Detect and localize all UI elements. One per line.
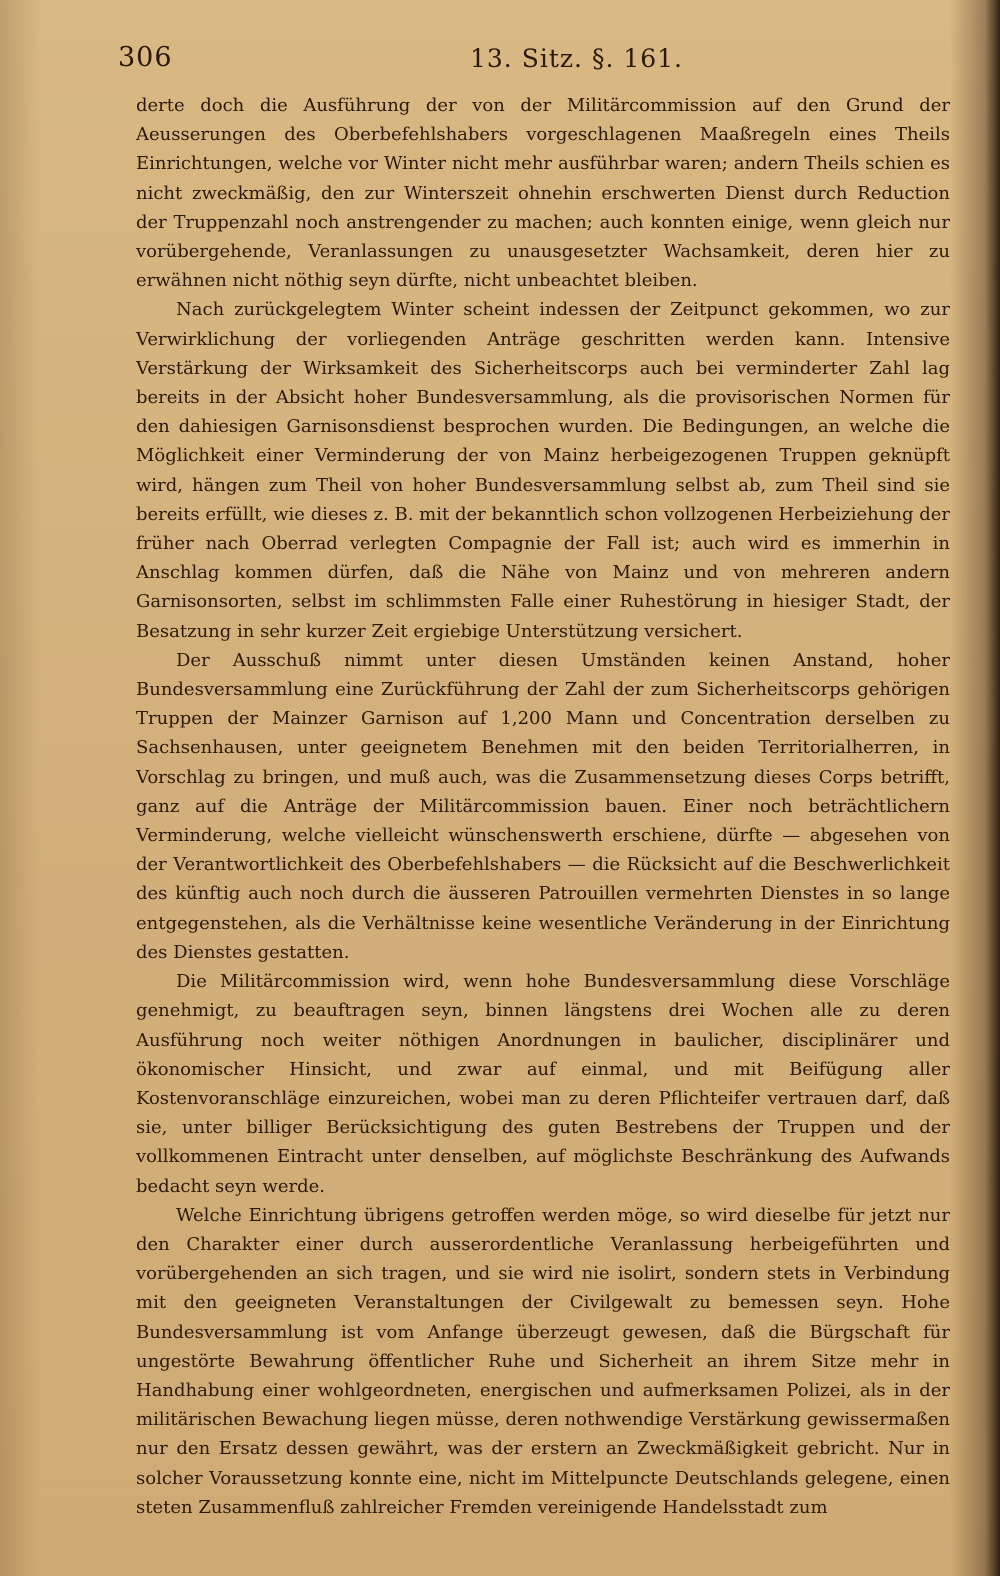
body-text: [136, 91, 950, 1522]
page-number: 306: [118, 42, 173, 73]
page-header: [0, 42, 1000, 82]
paragraph: Die Militärcommission wird, wenn hohe Bundesversammlung diese Vorschläge genehmigt, zu beauftragen seyn, binnen längstens drei Wochen alle zu deren Ausführung noch weiter nöthigen Anordnungen in baulicher, disciplinärer und ökonomischer Hinsicht, und zwar auf einmal, und mit Beifügung aller Kostenvoranschläge einzureichen, wobei man zu deren Pflichteifer vertrauen darf, daß sie, unter billiger Berücksichtigung des guten Bestrebens der Truppen und der vollkommenen Eintracht unter denselben, auf möglichste Beschränkung des Aufwands bedacht seyn werde.: [136, 971, 950, 1197]
running-head: 13. Sitz. §. 161.: [470, 44, 683, 73]
paragraph: Welche Einrichtung übrigens getroffen werden möge, so wird dieselbe für jetzt nur den Charakter einer durch ausserordentliche Veranlassung herbeigeführten und vorübergehenden an sich tragen, und sie wird nie isolirt, sondern stets in Verbindung mit den geeigneten Veranstaltungen der Civilgewalt zu bemessen seyn. Hohe Bundesversammlung ist vom Anfange überzeugt gewesen, daß die Bürgschaft für ungestörte Bewahrung öffentlicher Ruhe und Sicherheit an ihrem Sitze mehr in Handhabung einer wohlgeordneten, energischen und aufmerksamen Polizei, als in der militärischen Bewachung liegen müsse, deren nothwendige Verstärkung gewissermaßen nur den Ersatz dessen gewährt, was der erstern an Zweckmäßigkeit gebricht. Nur in solcher Voraussetzung konnte eine, nicht im Mittelpuncte Deutschlands gelegene, einen steten Zusammenfluß zahlreicher Fremden vereinigende Handelsstadt zum: [136, 1204, 950, 1518]
paragraph: Der Ausschuß nimmt unter diesen Umständen keinen Anstand, hoher Bundesversammlung eine Zurückführung der Zahl der zum Sicherheitscorps gehörigen Truppen der Mainzer Garnison auf 1,200 Mann und Concentration derselben zu Sachsenhausen, unter geeignetem Benehmen mit den beiden Territorialherren, in Vorschlag zu bringen, und muß auch, was die Zusammensetzung dieses Corps betrifft, ganz auf die Anträge der Militärcommission bauen. Einer noch beträchtlichern Verminderung, welche vielleicht wünschenswerth erschiene, dürfte — abgesehen von der Verantwortlichkeit des Oberbefehlshabers — die Rücksicht auf die Beschwerlichkeit des künftig auch noch durch die äusseren Patrouillen vermehrten Dienstes in so lange entgegenstehen, als die Verhältnisse keine wesentliche Veränderung in der Einrichtung des Dienstes gestatten.: [136, 649, 950, 963]
paragraph: derte doch die Ausführung der von der Militärcommission auf den Grund der Aeusserungen des Oberbefehlshabers vorgeschlagenen Maaßregeln eines Theils Einrichtungen, welche vor Winter nicht mehr ausführbar waren; andern Theils schien es nicht zweckmäßig, den zur Winterszeit ohnehin erschwerten Dienst durch Reduction der Truppenzahl noch anstrengender zu machen; auch konnten einige, wenn gleich nur vorübergehende, Veranlassungen zu unausgesetzter Wachsamkeit, deren hier zu erwähnen nicht nöthig seyn dürfte, nicht unbeachtet bleiben.: [136, 95, 950, 292]
paragraph: Nach zurückgelegtem Winter scheint indessen der Zeitpunct gekommen, wo zur Verwirklichung der vorliegenden Anträge geschritten werden kann. Intensive Verstärkung der Wirksamkeit des Sicherheitscorps auch bei verminderter Zahl lag bereits in der Absicht hoher Bundesversammlung, als die provisorischen Normen für den dahiesigen Garnisonsdienst besprochen wurden. Die Bedingungen, an welche die Möglichkeit einer Verminderung der von Mainz herbeigezogenen Truppen geknüpft wird, hängen zum Theil von hoher Bundesversammlung selbst ab, zum Theil sind sie bereits erfüllt, wie dieses z. B. mit der bekanntlich schon vollzogenen Herbeiziehung der früher nach Oberrad verlegten Compagnie der Fall ist; auch wird es immerhin in Anschlag kommen dürfen, daß die Nähe von Mainz und von mehreren andern Garnisonsorten, selbst im schlimmsten Falle einer Ruhestörung in hiesiger Stadt, der Besatzung in sehr kurzer Zeit ergiebige Unterstützung versichert.: [136, 299, 950, 642]
